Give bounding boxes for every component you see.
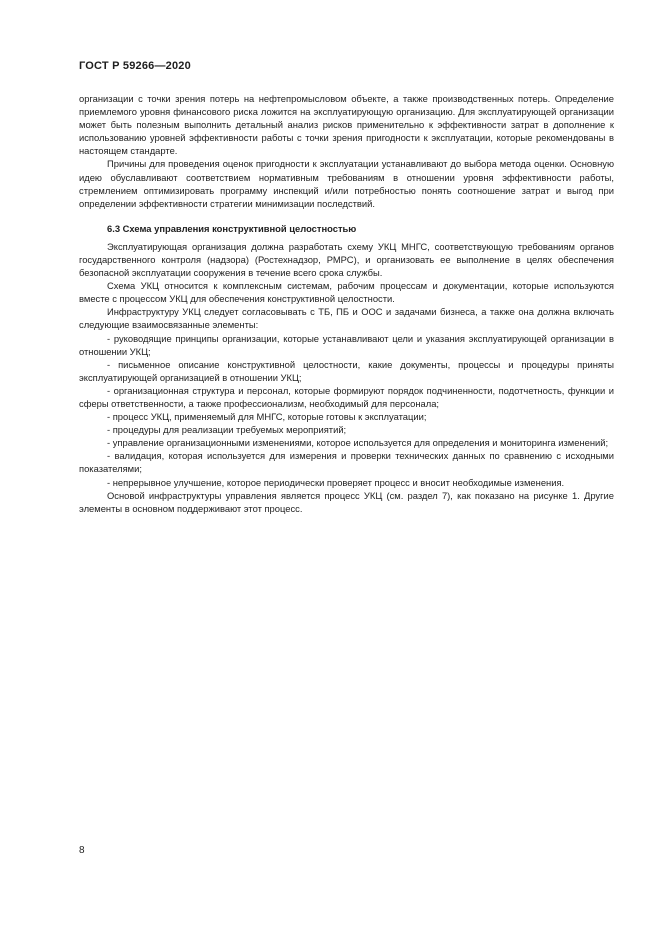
- section-heading: 6.3 Схема управления конструктивной целостностью: [107, 222, 357, 234]
- list-item: - руководящие принципы организации, которые устанавливают цели и указания эксплуатирующей организации в отношении УКЦ;: [79, 332, 614, 357]
- document-body: [79, 92, 614, 515]
- paragraph: Основой инфраструктуры управления является процесс УКЦ (см. раздел 7), как показано на рисунке 1. Другие элементы в основном поддерживают этот процесс.: [79, 489, 614, 514]
- paragraph: Эксплуатирующая организация должна разработать схему УКЦ МНГС, соответствующую требованиям органов государственного контроля (надзора) (Ростехнадзор, РМРС), и организовать ее выполнение в целях обеспечения безопасной эксплуатации сооружения в течение всего срока службы.: [79, 240, 614, 279]
- list-item: - непрерывное улучшение, которое периодически проверяет процесс и вносит необходимые изменения.: [107, 476, 565, 488]
- list-item: - организационная структура и персонал, которые формируют порядок подчиненности, подотчетность, функции и сферы ответственности, а также профессионализм, необходимый для персонала;: [79, 384, 614, 409]
- paragraph: Схема УКЦ относится к комплексным системам, рабочим процессам и документации, которые используются вместе с процессом УКЦ для обеспечения конструктивной целостности.: [79, 280, 614, 305]
- list-item: - процедуры для реализации требуемых мероприятий;: [107, 424, 347, 436]
- list-item: - процесс УКЦ, применяемый для МНГС, которые готовы к эксплуатации;: [107, 411, 427, 423]
- list-item: - валидация, которая используется для измерения и проверки технических данных по сравнению с исходными показателями;: [79, 450, 614, 475]
- list-item: - письменное описание конструктивной целостности, какие документы, процессы и процедуры приняты эксплуатирующей организацией в отношении УКЦ;: [79, 358, 614, 383]
- page-header-standard-id: ГОСТ Р 59266—2020: [79, 60, 191, 72]
- paragraph: организации с точки зрения потерь на нефтепромысловом объекте, а также производственных потерь. Определение приемлемого уровня финансового риска ложится на эксплуатирующую организацию. Для эксплуатирующей организации может быть полезным выполнить детальный анализ рисков применительно к эффективности затрат в дополнение к использованию уровней эффективности работы с точки зрения пригодности к эксплуатации, которые рекомендованы в настоящем стандарте.: [79, 93, 614, 157]
- paragraph: Инфраструктуру УКЦ следует согласовывать с ТБ, ПБ и ООС и задачами бизнеса, а также она должна включать следующие взаимосвязанные элементы:: [79, 306, 614, 331]
- page-number: 8: [79, 845, 85, 856]
- paragraph: Причины для проведения оценок пригодности к эксплуатации устанавливают до выбора метода оценки. Основную идею обуславливают соответствием нормативным требованиям в отношении уровня эффективности работы, стремлением оптимизировать программу инспекций и/или потребностью понять соотношение затрат и выгод при определении эффективности стратегии минимизации последствий.: [79, 158, 614, 209]
- list-item: - управление организационными изменениями, которое используется для определения и мониторинга изменений;: [107, 437, 609, 449]
